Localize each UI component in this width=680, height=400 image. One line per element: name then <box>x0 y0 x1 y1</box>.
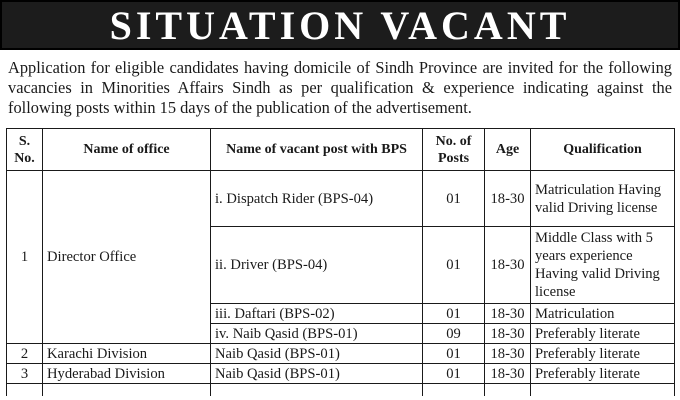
cell-post: Naib Qasid (BPS-01) <box>211 344 423 364</box>
cell-office: Karachi Division <box>43 344 211 364</box>
cell-qualification: Matriculation <box>531 304 675 324</box>
cell-age: 18-30 <box>485 344 531 364</box>
cell-qualification: Preferably literate <box>531 364 675 384</box>
cell-sno: 1 <box>7 171 43 344</box>
cell-age: 18-30 <box>485 171 531 227</box>
cell-posts-count: 01 <box>423 304 485 324</box>
table-header-row <box>7 129 675 171</box>
cell-age: 18-30 <box>485 227 531 304</box>
cell-sno: 2 <box>7 344 43 364</box>
header-post: Name of vacant post with BPS <box>211 129 423 171</box>
header-office: Name of office <box>43 129 211 171</box>
header-posts-count: No. of Posts <box>423 129 485 171</box>
header-age: Age <box>485 129 531 171</box>
cell-post: Naib Qasid (BPS-01) <box>211 364 423 384</box>
cell-posts-count: 09 <box>423 324 485 344</box>
intro-paragraph: Application for eligible candidates having domicile of Sindh Province are invited for the following vacancies in Minorities Affairs Sindh as per qualification & experience indicating against the following posts within 15 days of the publication of the advertisement. <box>8 58 672 117</box>
cell-post: iii. Daftari (BPS-02) <box>211 304 423 324</box>
cell-age: 18-30 <box>485 324 531 344</box>
table-row-cut-off <box>7 384 675 397</box>
cell-qualification: Middle Class with 5 years experience Having valid Driving license <box>531 227 675 304</box>
cell-office: Hyderabad Division <box>43 364 211 384</box>
cell-qualification: Matriculation Having valid Driving license <box>531 171 675 227</box>
table-row <box>7 344 675 364</box>
cell-sno: 3 <box>7 364 43 384</box>
cell-posts-count: 01 <box>423 171 485 227</box>
cell-post: ii. Driver (BPS-04) <box>211 227 423 304</box>
cell-post: iv. Naib Qasid (BPS-01) <box>211 324 423 344</box>
vacancy-table <box>6 128 675 396</box>
cell-age: 18-30 <box>485 364 531 384</box>
cell-office: Director Office <box>43 171 211 344</box>
cell-qualification: Preferably literate <box>531 344 675 364</box>
cell-qualification: Preferably literate <box>531 324 675 344</box>
table-row <box>7 364 675 384</box>
cell-posts-count: 01 <box>423 227 485 304</box>
header-sno: S. No. <box>7 129 43 171</box>
cell-posts-count: 01 <box>423 364 485 384</box>
cell-posts-count: 01 <box>423 344 485 364</box>
cell-post: i. Dispatch Rider (BPS-04) <box>211 171 423 227</box>
header-qualification: Qualification <box>531 129 675 171</box>
table-row <box>7 171 675 227</box>
cell-age: 18-30 <box>485 304 531 324</box>
title-banner: SITUATION VACANT <box>0 0 680 50</box>
